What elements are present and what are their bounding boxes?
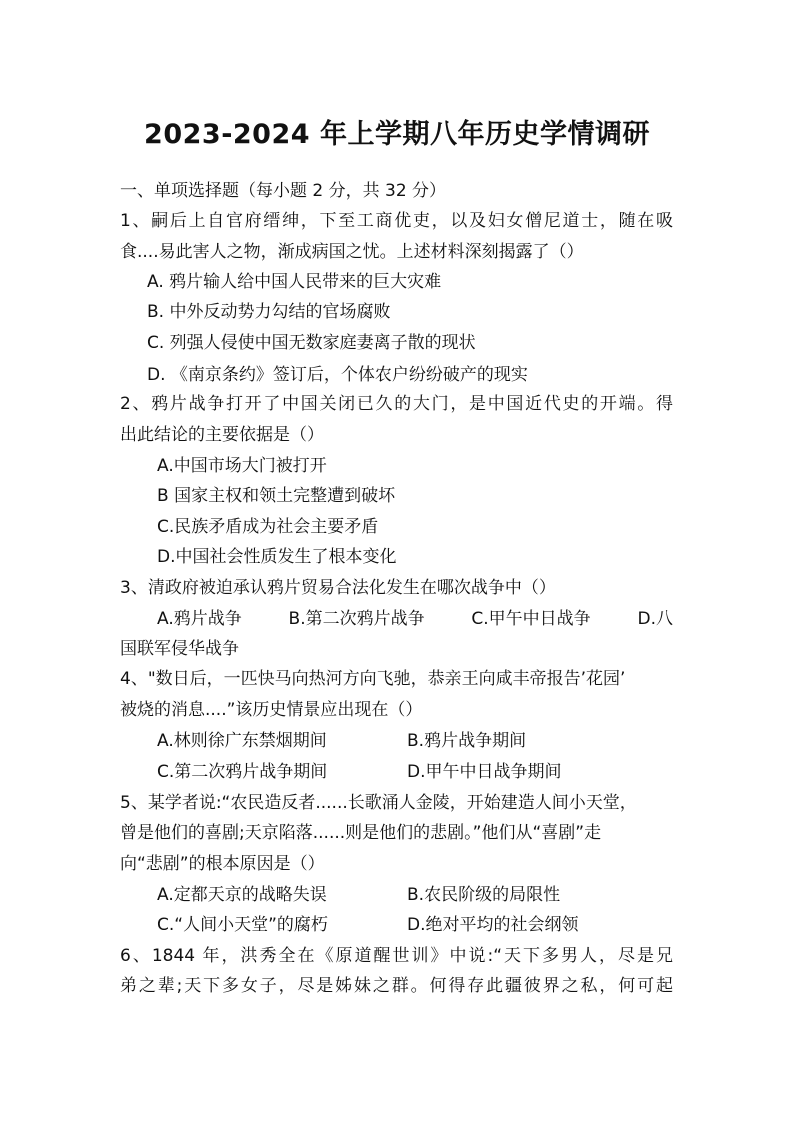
question-4-stem-line-2: 被烧的消息....”该历史情景应出现在（） (120, 700, 423, 720)
question-3-option-a: A.鸦片战争 (157, 609, 242, 629)
question-1-option-c: C. 列强人侵使中国无数家庭妻离子散的现状 (147, 333, 476, 353)
question-1-stem-line-1: 1、嗣后上自官府缙绅，下至工商优吏，以及妇女僧尼道士，随在吸 (120, 211, 673, 231)
question-5-option-d: D.绝对平均的社会纲领 (407, 915, 579, 935)
question-4-stem-line-1: 4、"数日后，一匹快马向热河方向飞驰，恭亲王向咸丰帝报告’花园’ (120, 669, 626, 689)
question-3-option-c: C.甲午中日战争 (471, 609, 591, 629)
section-heading: 一、单项选择题（每小题 2 分，共 32 分） (120, 181, 447, 201)
question-3-options-row (157, 608, 673, 630)
question-5-option-b: B.农民阶级的局限性 (407, 885, 561, 905)
question-5-stem-line-1: 5、某学者说:“农民造反者......长歌涌人金陵，开始建造人间小天堂， (120, 793, 637, 813)
question-2-option-d: D.中国社会性质发生了根本变化 (157, 547, 397, 567)
question-1-stem-line-2: 食....易此害人之物，渐成病国之忧。上述材料深刻揭露了（） (120, 242, 584, 262)
question-4-option-a: A.林则徐广东禁烟期间 (157, 731, 327, 751)
question-5-option-a: A.定都天京的战略失误 (157, 885, 327, 905)
question-3-option-b: B.第二次鸦片战争 (288, 609, 425, 629)
question-1-option-a: A. 鸦片输人给中国人民带来的巨大灾难 (147, 272, 442, 292)
question-5-stem-line-3: 向“悲剧”的根本原因是（） (120, 854, 325, 874)
question-3-option-d: D.八 (637, 609, 673, 629)
question-4-option-c: C.第二次鸦片战争期间 (157, 762, 328, 782)
question-3-option-d-continuation: 国联军侵华战争 (120, 639, 239, 659)
question-1-option-b: B. 中外反动势力勾结的官场腐败 (147, 302, 391, 322)
question-2-stem-line-1: 2、鸦片战争打开了中国关闭已久的大门，是中国近代史的开端。得 (120, 394, 673, 414)
question-4-option-b: B.鸦片战争期间 (407, 731, 527, 751)
question-2-option-a: A.中国市场大门被打开 (157, 456, 327, 476)
page-title: 2023-2024 年上学期八年历史学情调研 (144, 119, 650, 150)
question-6-stem-line-2: 弟之辈;天下多女子，尽是姊妹之群。何得存此疆彼界之私，何可起 (120, 976, 673, 996)
question-1-option-d: D. 《南京条约》签订后，个体农户纷纷破产的现实 (147, 365, 528, 385)
question-2-stem-line-2: 出此结论的主要依据是（） (120, 425, 324, 445)
question-5-stem-line-2: 曾是他们的喜剧;天京陷落......则是他们的悲剧。”他们从“喜剧”走 (120, 823, 602, 843)
question-2-option-b: B 国家主权和领土完整遭到破坏 (157, 486, 396, 506)
question-2-option-c: C.民族矛盾成为社会主要矛盾 (157, 517, 379, 537)
question-6-stem-line-1: 6、1844 年，洪秀全在《原道醒世训》中说:“天下多男人，尽是兄 (120, 946, 673, 966)
question-5-option-c: C.“人间小天堂”的腐朽 (157, 915, 328, 935)
question-4-option-d: D.甲午中日战争期间 (407, 762, 562, 782)
question-3-stem-line-1: 3、清政府被迫承认鸦片贸易合法化发生在哪次战争中（） (120, 578, 556, 598)
